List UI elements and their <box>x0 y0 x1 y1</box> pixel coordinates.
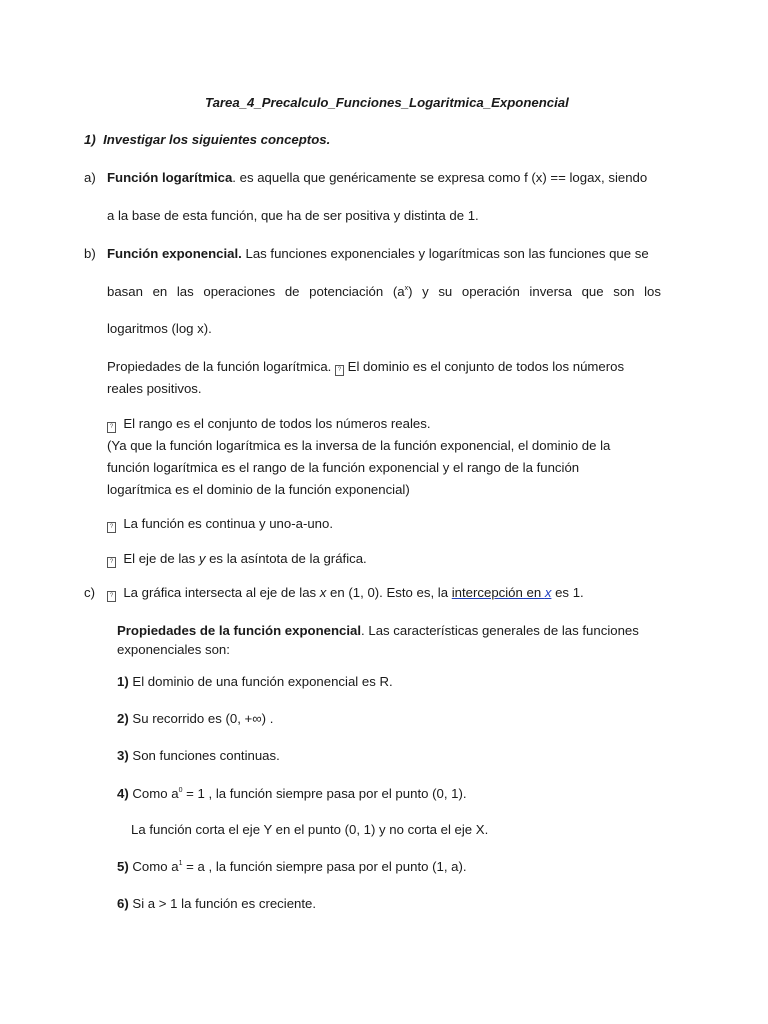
exp-prop-5-text-pre: Como a <box>128 859 179 874</box>
item-b-text-2-pre: basan en las operaciones de potenciación (a <box>107 284 405 299</box>
section-1-text: Investigar los siguientes conceptos. <box>103 132 331 147</box>
bullet-icon: ? <box>107 422 116 433</box>
intercept-link-var[interactable]: x <box>544 585 552 600</box>
item-c-marker: c) <box>84 585 95 600</box>
exp-props-intro: . Las características generales de las funciones <box>361 623 639 638</box>
item-a-line-1 <box>107 169 647 186</box>
log-eje <box>107 550 367 568</box>
exp-prop-3-text: Son funciones continuas. <box>128 748 280 763</box>
exp-prop-1-text: El dominio de una función exponencial es R. <box>128 674 393 689</box>
item-b-line-1 <box>107 245 649 262</box>
exp-props-heading-line <box>117 622 639 639</box>
exp-prop-5-text-post: = a , la función siempre pasa por el punto (1, a). <box>182 859 467 874</box>
item-c-text-post: es 1. <box>551 585 584 600</box>
log-eje-var: y <box>198 551 206 566</box>
bullet-icon: ? <box>107 557 116 568</box>
exp-prop-6-number: 6) <box>117 896 129 911</box>
section-1-heading <box>84 131 330 148</box>
log-dominio-text: es el conjunto de todos los números <box>409 359 625 374</box>
log-dominio-label: El dominio <box>344 359 410 374</box>
log-props-intro-text: Propiedades de la función logarítmica. <box>107 359 335 374</box>
exp-prop-2 <box>117 710 273 727</box>
log-continua <box>107 515 333 533</box>
item-c-line <box>107 584 584 602</box>
item-b-line-2 <box>107 283 661 300</box>
exp-prop-4-note: La función corta el eje Y en el punto (0, 1) y no corta el eje X. <box>131 822 489 837</box>
bullet-icon: ? <box>107 522 116 533</box>
log-paren-line-2: función logarítmica es el rango de la función exponencial y el rango de la función <box>107 460 580 475</box>
item-c-var: x <box>319 585 327 600</box>
item-b-term: Función exponencial. <box>107 246 242 261</box>
bullet-icon: ? <box>107 591 116 602</box>
intercept-link-text[interactable]: intercepción en <box>451 585 545 600</box>
log-paren-line-3: logarítmica es el dominio de la función exponencial) <box>107 482 410 497</box>
log-props-intro-line-2: reales positivos. <box>107 381 202 396</box>
exp-prop-4-number: 4) <box>117 786 129 801</box>
log-paren-line-1: (Ya que la función logarítmica es la inversa de la función exponencial, el dominio de la <box>107 438 611 453</box>
item-b-text-2-post: ) y su operación inversa que son los <box>408 284 661 299</box>
exp-prop-2-number: 2) <box>117 711 129 726</box>
exp-props-heading: Propiedades de la función exponencial <box>117 623 362 638</box>
exp-props-intro-line-2: exponenciales son: <box>117 642 230 657</box>
exp-prop-3-number: 3) <box>117 748 129 763</box>
exp-prop-4-text-pre: Como a <box>128 786 179 801</box>
section-1-number: 1) <box>84 132 96 147</box>
exp-prop-1 <box>117 673 393 690</box>
exp-prop-5-number: 5) <box>117 859 129 874</box>
item-a-line-2: a la base de esta función, que ha de ser positiva y distinta de 1. <box>107 208 479 223</box>
exp-prop-2-text: Su recorrido es (0, +∞) . <box>128 711 274 726</box>
intercept-link[interactable] <box>452 585 552 600</box>
log-continua-text: La función es continua y uno-a-uno. <box>123 516 334 531</box>
exp-prop-4-text-post: = 1 , la función siempre pasa por el punto (0, 1). <box>182 786 467 801</box>
log-rango-text: El rango es el conjunto de todos los números reales. <box>123 416 431 431</box>
bullet-icon: ? <box>335 365 344 376</box>
exp-prop-3 <box>117 747 280 764</box>
item-a-term: Función logarítmica <box>107 170 233 185</box>
item-b-exponent: x <box>404 285 409 292</box>
item-b-line-3: logaritmos (log x). <box>107 321 212 336</box>
exp-prop-6 <box>117 895 316 912</box>
log-props-intro <box>107 358 624 376</box>
exp-prop-6-text: Si a > 1 la función es creciente. <box>128 896 317 911</box>
log-eje-text-post: es la asíntota de la gráfica. <box>205 551 367 566</box>
item-c-text-pre: La gráfica intersecta al eje de las <box>123 585 320 600</box>
item-c-text-mid: en (1, 0). Esto es, la <box>326 585 452 600</box>
exp-prop-1-number: 1) <box>117 674 129 689</box>
item-b-text-1: Las funciones exponenciales y logarítmicas son las funciones que se <box>241 246 649 261</box>
item-a-marker: a) <box>84 170 96 185</box>
log-eje-text-pre: El eje de las <box>123 551 199 566</box>
exp-prop-5 <box>117 858 467 875</box>
exp-prop-4-exponent: 0 <box>178 787 183 794</box>
exp-prop-5-exponent: 1 <box>178 860 183 867</box>
log-rango <box>107 415 431 433</box>
item-a-text-1: . es aquella que genéricamente se expresa como f (x) == logax, siendo <box>232 170 648 185</box>
item-b-marker: b) <box>84 246 96 261</box>
document-title: Tarea_4_Precalculo_Funciones_Logaritmica_Exponencial <box>205 95 569 110</box>
exp-prop-4 <box>117 785 467 802</box>
